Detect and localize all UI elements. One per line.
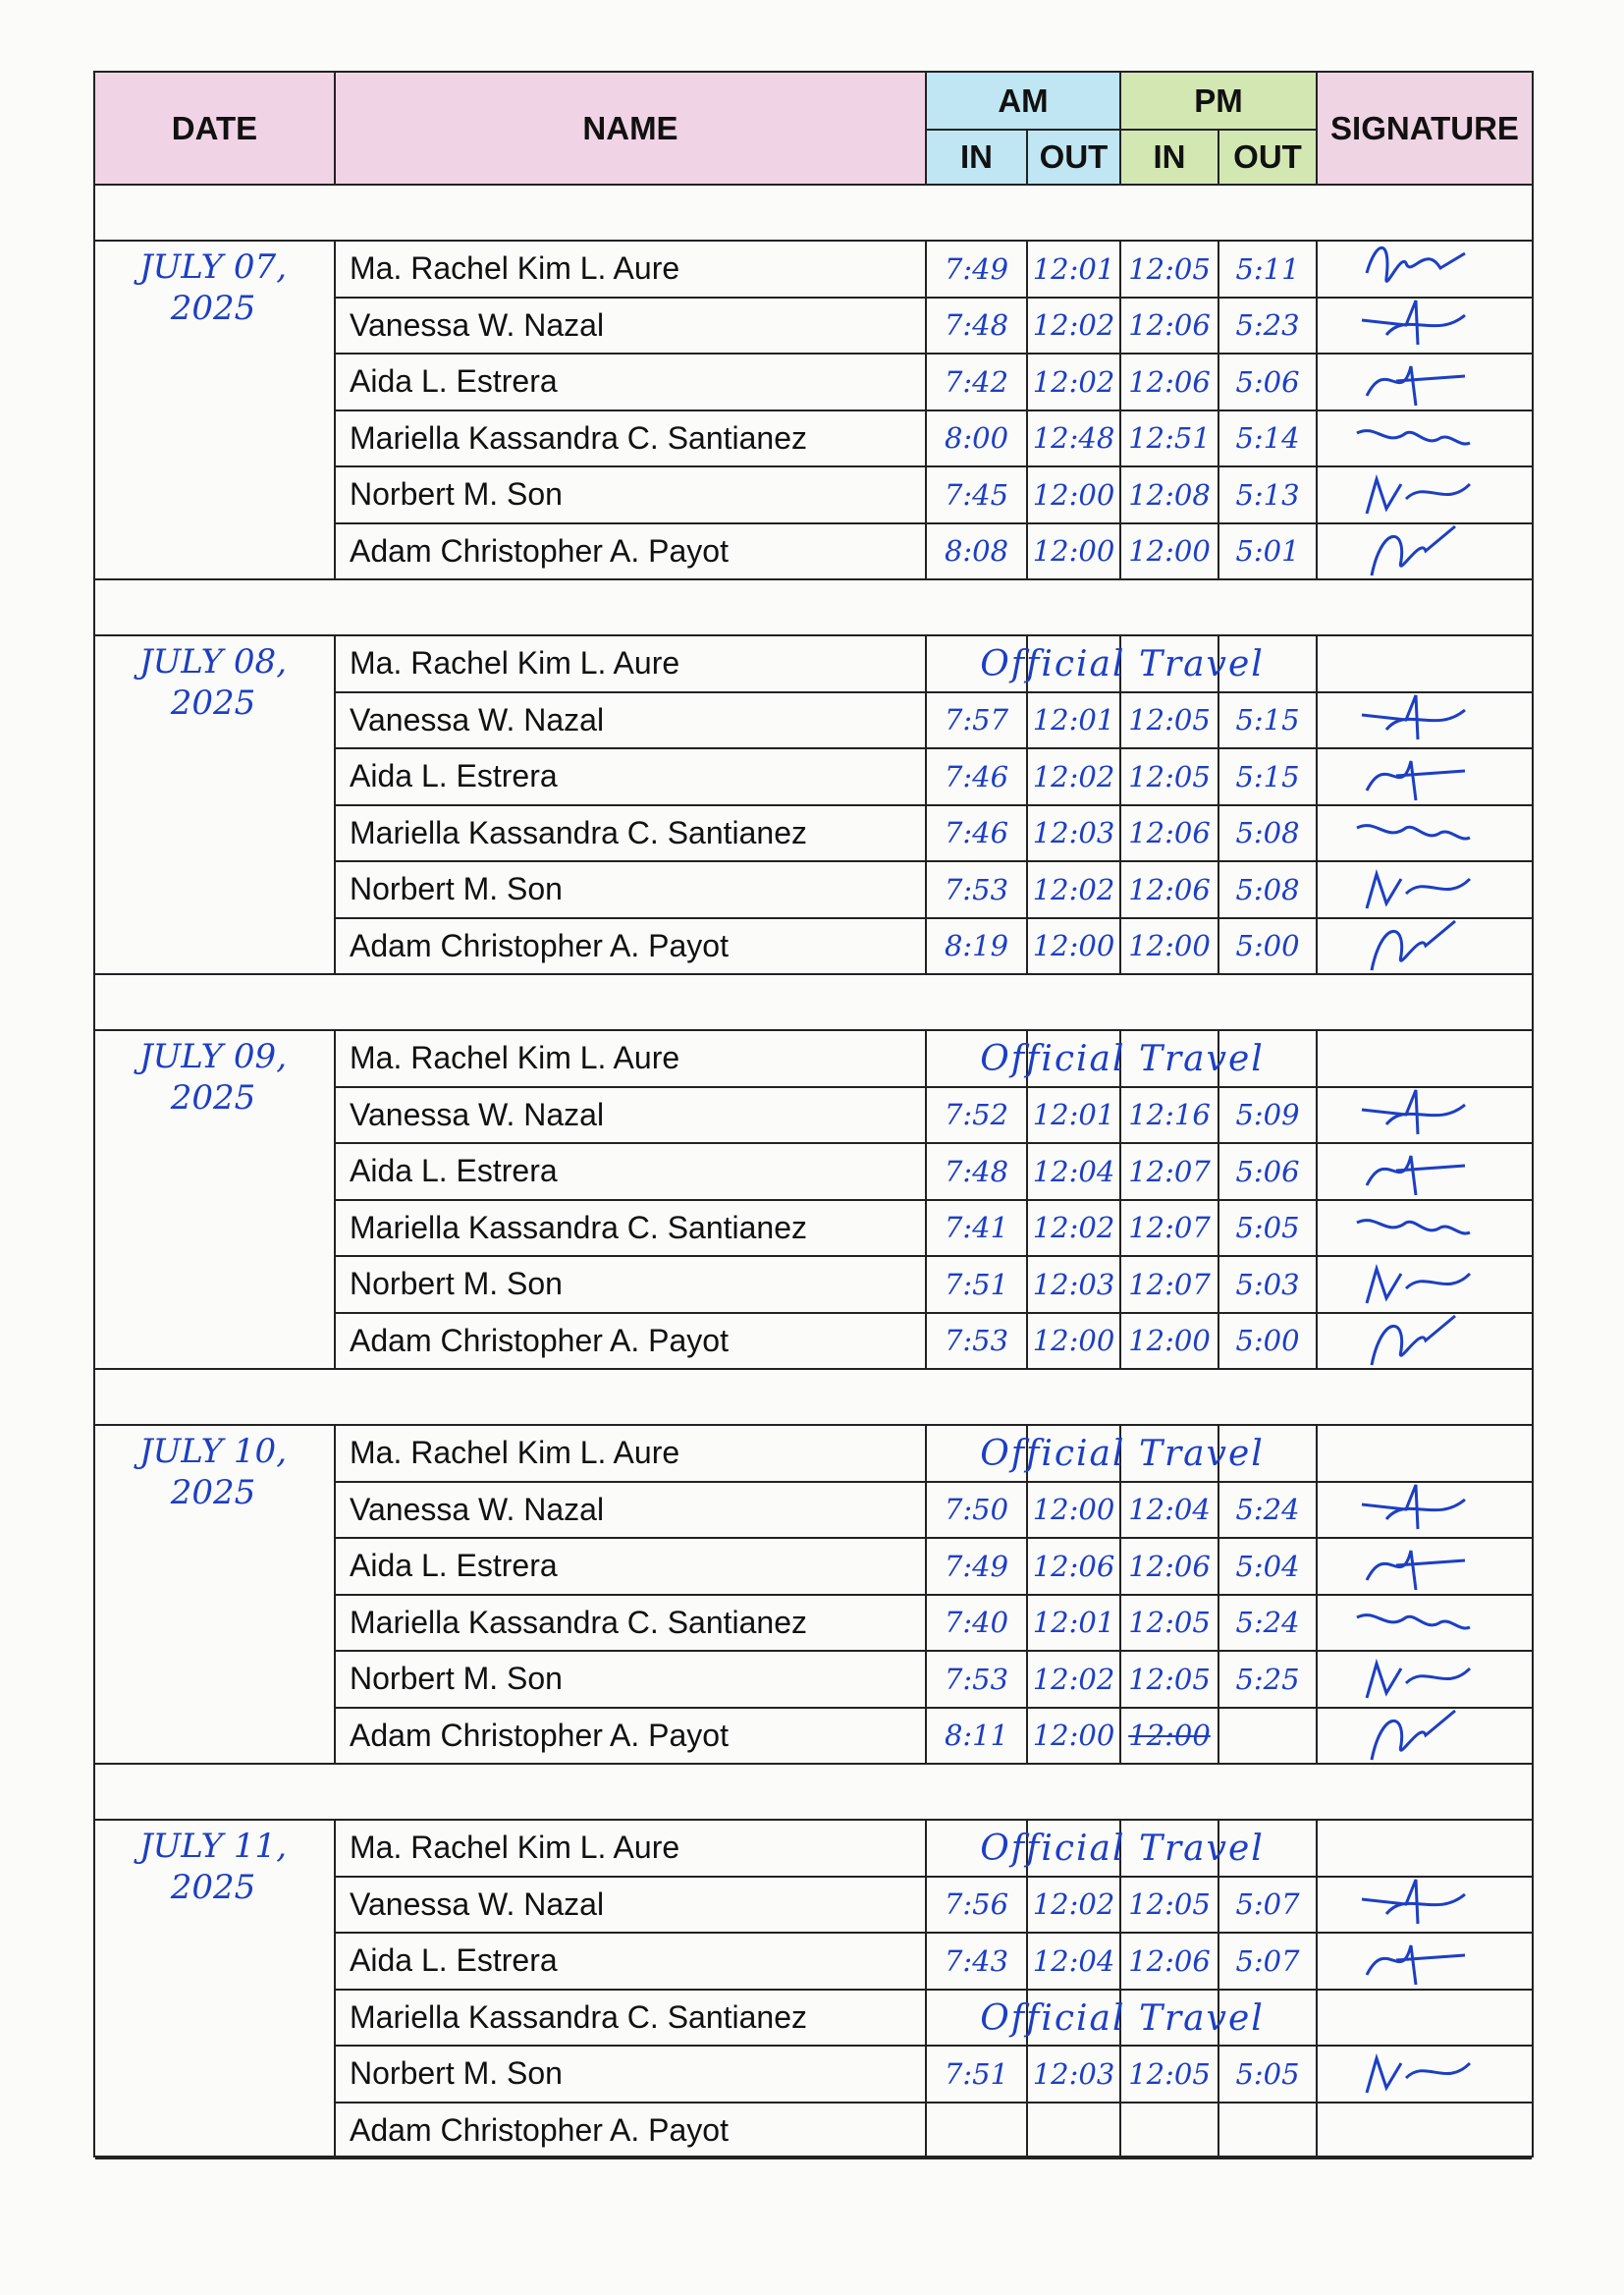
time-am-in: 8:19 xyxy=(927,919,1028,976)
employee-name: Vanessa W. Nazal xyxy=(336,1483,927,1540)
employee-name: Aida L. Estrera xyxy=(336,355,927,411)
date-year: 2025 xyxy=(170,1078,256,1118)
time-am-in: 8:11 xyxy=(927,1709,1028,1766)
time-pm-in: 12:05 xyxy=(1121,2047,1219,2104)
header-pm-in: IN xyxy=(1121,131,1219,186)
time-pm-out: 5:11 xyxy=(1219,242,1318,299)
time-am-out: 12:01 xyxy=(1028,1596,1121,1653)
time-pm-in: 12:06 xyxy=(1121,299,1219,355)
time-am-in: 7:46 xyxy=(927,749,1028,806)
employee-name: Mariella Kassandra C. Santianez xyxy=(336,1991,927,2048)
time-am-out xyxy=(1028,2104,1121,2160)
employee-name: Aida L. Estrera xyxy=(336,1144,927,1201)
employee-name: Norbert M. Son xyxy=(336,1257,927,1314)
time-pm-in: 12:05 xyxy=(1121,1596,1219,1653)
time-am-out: 12:00 xyxy=(1028,919,1121,976)
time-am-out: 12:06 xyxy=(1028,1539,1121,1596)
time-pm-in: 12:06 xyxy=(1121,806,1219,863)
official-travel-note: Official Travel xyxy=(980,1829,1265,1870)
date-label xyxy=(105,1431,321,1513)
time-am-out: 12:02 xyxy=(1028,355,1121,411)
spacer-row xyxy=(95,1765,1532,1821)
time-pm-in: 12:00 xyxy=(1121,524,1219,581)
signature xyxy=(1347,1306,1485,1375)
time-pm-out: 5:03 xyxy=(1219,1257,1318,1314)
header-am: AM xyxy=(927,73,1121,131)
time-am-in: 7:51 xyxy=(927,1257,1028,1314)
time-am-out: 12:02 xyxy=(1028,862,1121,919)
time-am-in: 7:46 xyxy=(927,806,1028,863)
time-pm-in: 12:05 xyxy=(1121,749,1219,806)
employee-name: Aida L. Estrera xyxy=(336,1539,927,1596)
time-am-out: 12:00 xyxy=(1028,524,1121,581)
time-pm-in: 12:05 xyxy=(1121,1652,1219,1709)
date-label xyxy=(105,246,321,329)
employee-name: Adam Christopher A. Payot xyxy=(336,2104,927,2160)
employee-name: Mariella Kassandra C. Santianez xyxy=(336,806,927,863)
spacer-row xyxy=(95,975,1532,1031)
time-pm-in: 12:00 xyxy=(1121,919,1219,976)
time-pm-out: 5:08 xyxy=(1219,862,1318,919)
employee-name: Vanessa W. Nazal xyxy=(336,299,927,355)
time-am-out: 12:00 xyxy=(1028,467,1121,524)
time-am-in: 7:48 xyxy=(927,1144,1028,1201)
time-pm-in: 12:07 xyxy=(1121,1201,1219,1258)
header-pm: PM xyxy=(1121,73,1318,131)
date-day: JULY 11, xyxy=(138,1827,287,1866)
time-pm-in: 12:06 xyxy=(1121,1539,1219,1596)
official-travel-note: Official Travel xyxy=(980,1039,1265,1080)
time-am-out: 12:02 xyxy=(1028,299,1121,355)
official-travel-note: Official Travel xyxy=(980,1434,1265,1475)
employee-name: Ma. Rachel Kim L. Aure xyxy=(336,1821,927,1878)
date-year: 2025 xyxy=(170,683,256,723)
header-signature: SIGNATURE xyxy=(1318,73,1532,186)
time-am-in: 7:53 xyxy=(927,1314,1028,1371)
time-pm-out: 5:05 xyxy=(1219,2047,1318,2104)
time-pm-out xyxy=(1219,1709,1318,1766)
time-pm-in: 12:07 xyxy=(1121,1144,1219,1201)
time-am-in: 7:48 xyxy=(927,299,1028,355)
time-pm-out: 5:14 xyxy=(1219,411,1318,468)
time-am-out: 12:02 xyxy=(1028,1652,1121,1709)
employee-name: Ma. Rachel Kim L. Aure xyxy=(336,242,927,299)
time-pm-out: 5:07 xyxy=(1219,1878,1318,1935)
header-name: NAME xyxy=(336,73,927,186)
time-pm-in: 12:00 xyxy=(1121,1314,1219,1371)
time-pm-in: 12:00 xyxy=(1121,1709,1219,1766)
time-pm-out: 5:15 xyxy=(1219,749,1318,806)
official-travel-note: Official Travel xyxy=(980,644,1265,685)
date-day: JULY 07, xyxy=(138,247,287,287)
time-pm-out: 5:24 xyxy=(1219,1483,1318,1540)
time-am-in: 7:51 xyxy=(927,2047,1028,2104)
time-pm-out: 5:06 xyxy=(1219,355,1318,411)
time-am-in: 7:45 xyxy=(927,467,1028,524)
employee-name: Norbert M. Son xyxy=(336,467,927,524)
signature xyxy=(1347,911,1485,980)
official-travel-note: Official Travel xyxy=(980,1997,1265,2039)
time-pm-out: 5:15 xyxy=(1219,693,1318,750)
employee-name: Mariella Kassandra C. Santianez xyxy=(336,411,927,468)
employee-name: Adam Christopher A. Payot xyxy=(336,524,927,581)
time-am-out: 12:48 xyxy=(1028,411,1121,468)
date-day: JULY 08, xyxy=(138,642,287,682)
time-am-out: 12:03 xyxy=(1028,806,1121,863)
time-pm-out: 5:00 xyxy=(1219,919,1318,976)
time-pm-in: 12:06 xyxy=(1121,355,1219,411)
signature xyxy=(1347,517,1485,585)
employee-name: Aida L. Estrera xyxy=(336,1934,927,1991)
employee-name: Adam Christopher A. Payot xyxy=(336,919,927,976)
time-am-out: 12:03 xyxy=(1028,2047,1121,2104)
date-label xyxy=(105,641,321,724)
employee-name: Aida L. Estrera xyxy=(336,749,927,806)
time-am-in: 7:49 xyxy=(927,242,1028,299)
time-am-out: 12:02 xyxy=(1028,749,1121,806)
time-am-out: 12:00 xyxy=(1028,1314,1121,1371)
date-day: JULY 09, xyxy=(138,1037,287,1076)
signature-cell xyxy=(1318,2104,1532,2160)
time-pm-out: 5:13 xyxy=(1219,467,1318,524)
employee-name: Vanessa W. Nazal xyxy=(336,1088,927,1145)
time-am-in xyxy=(927,2104,1028,2160)
time-pm-out: 5:00 xyxy=(1219,1314,1318,1371)
date-label xyxy=(105,1036,321,1119)
employee-name: Ma. Rachel Kim L. Aure xyxy=(336,1031,927,1088)
employee-name: Norbert M. Son xyxy=(336,1652,927,1709)
time-am-in: 7:56 xyxy=(927,1878,1028,1935)
time-pm-in: 12:07 xyxy=(1121,1257,1219,1314)
time-pm-in: 12:05 xyxy=(1121,242,1219,299)
signature xyxy=(1347,2039,1485,2107)
time-am-out: 12:01 xyxy=(1028,242,1121,299)
time-am-out: 12:00 xyxy=(1028,1709,1121,1766)
time-pm-out: 5:25 xyxy=(1219,1652,1318,1709)
time-pm-in: 12:16 xyxy=(1121,1088,1219,1145)
time-pm-out xyxy=(1219,2104,1318,2160)
attendance-sheet xyxy=(93,71,1534,2158)
employee-name: Adam Christopher A. Payot xyxy=(336,1314,927,1371)
time-am-out: 12:01 xyxy=(1028,693,1121,750)
time-am-out: 12:04 xyxy=(1028,1934,1121,1991)
time-pm-in: 12:04 xyxy=(1121,1483,1219,1540)
time-pm-out: 5:06 xyxy=(1219,1144,1318,1201)
employee-name: Norbert M. Son xyxy=(336,2047,927,2104)
time-am-in: 7:52 xyxy=(927,1088,1028,1145)
time-am-in: 7:49 xyxy=(927,1539,1028,1596)
date-label xyxy=(105,1826,321,1908)
header-am-out: OUT xyxy=(1028,131,1121,186)
time-pm-out: 5:07 xyxy=(1219,1934,1318,1991)
employee-name: Vanessa W. Nazal xyxy=(336,693,927,750)
date-year: 2025 xyxy=(170,1473,256,1512)
time-am-in: 7:57 xyxy=(927,693,1028,750)
time-am-in: 8:00 xyxy=(927,411,1028,468)
time-pm-out: 5:08 xyxy=(1219,806,1318,863)
time-pm-out: 5:05 xyxy=(1219,1201,1318,1258)
employee-name: Mariella Kassandra C. Santianez xyxy=(336,1596,927,1653)
date-year: 2025 xyxy=(170,1868,256,1907)
time-pm-in: 12:51 xyxy=(1121,411,1219,468)
time-pm-out: 5:09 xyxy=(1219,1088,1318,1145)
time-am-in: 7:53 xyxy=(927,862,1028,919)
date-day: JULY 10, xyxy=(138,1432,287,1471)
time-pm-in: 12:08 xyxy=(1121,467,1219,524)
employee-name: Ma. Rachel Kim L. Aure xyxy=(336,1426,927,1483)
employee-name: Mariella Kassandra C. Santianez xyxy=(336,1201,927,1258)
time-am-in: 7:41 xyxy=(927,1201,1028,1258)
time-am-in: 7:53 xyxy=(927,1652,1028,1709)
signature xyxy=(1347,1701,1485,1770)
time-am-in: 7:42 xyxy=(927,355,1028,411)
employee-name: Adam Christopher A. Payot xyxy=(336,1709,927,1766)
employee-name: Vanessa W. Nazal xyxy=(336,1878,927,1935)
time-pm-in: 12:05 xyxy=(1121,693,1219,750)
date-year: 2025 xyxy=(170,289,256,328)
spacer-row xyxy=(95,1370,1532,1426)
spacer-row xyxy=(95,580,1532,636)
time-pm-out: 5:04 xyxy=(1219,1539,1318,1596)
employee-name: Norbert M. Son xyxy=(336,862,927,919)
time-am-out: 12:04 xyxy=(1028,1144,1121,1201)
time-am-out: 12:00 xyxy=(1028,1483,1121,1540)
time-am-in: 8:08 xyxy=(927,524,1028,581)
time-pm-out: 5:23 xyxy=(1219,299,1318,355)
time-am-out: 12:03 xyxy=(1028,1257,1121,1314)
signature xyxy=(1347,1926,1485,1994)
time-pm-in xyxy=(1121,2104,1219,2160)
time-pm-out: 5:01 xyxy=(1219,524,1318,581)
header-am-in: IN xyxy=(927,131,1028,186)
time-am-in: 7:40 xyxy=(927,1596,1028,1653)
time-pm-out: 5:24 xyxy=(1219,1596,1318,1653)
time-pm-in: 12:06 xyxy=(1121,1934,1219,1991)
time-pm-in: 12:05 xyxy=(1121,1878,1219,1935)
time-am-out: 12:02 xyxy=(1028,1201,1121,1258)
time-am-in: 7:50 xyxy=(927,1483,1028,1540)
header-date: DATE xyxy=(95,73,336,186)
employee-name: Ma. Rachel Kim L. Aure xyxy=(336,636,927,693)
time-pm-in: 12:06 xyxy=(1121,862,1219,919)
header-pm-out: OUT xyxy=(1219,131,1318,186)
time-am-in: 7:43 xyxy=(927,1934,1028,1991)
spacer-row xyxy=(95,186,1532,242)
time-am-out: 12:01 xyxy=(1028,1088,1121,1145)
time-am-out: 12:02 xyxy=(1028,1878,1121,1935)
